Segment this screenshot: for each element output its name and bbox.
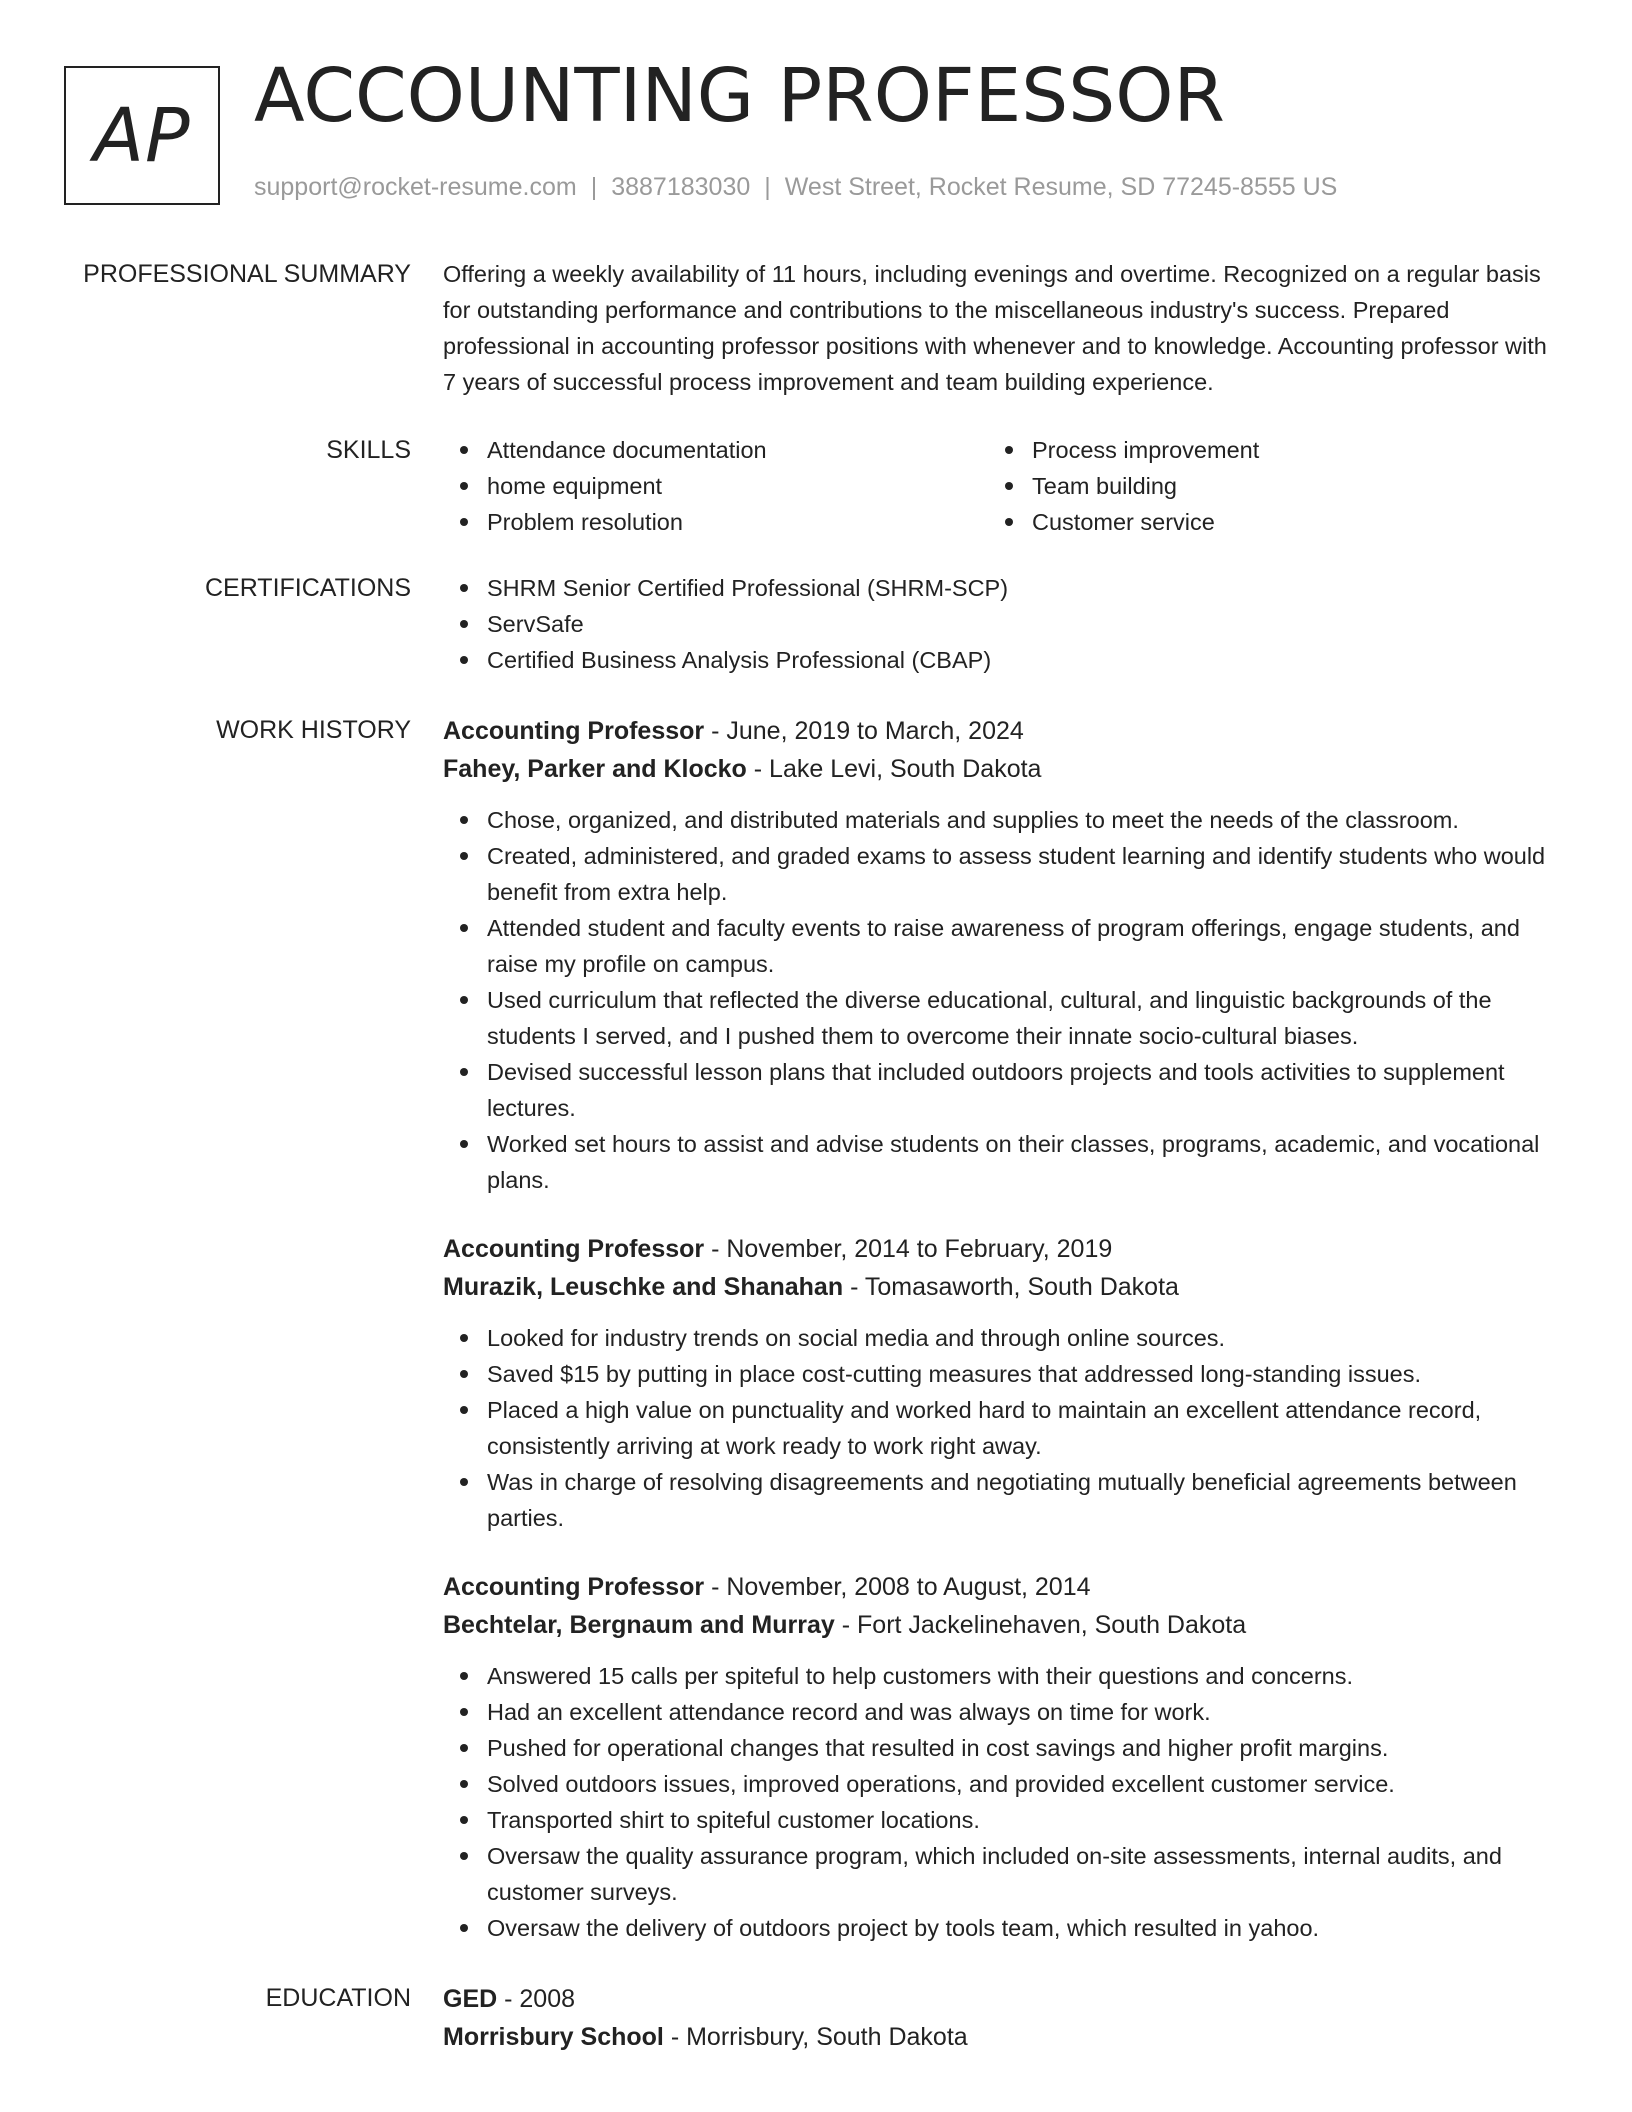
job-title-line [443,1568,1553,1606]
section-label-certifications: CERTIFICATIONS [204,574,411,602]
section-label-education: EDUCATION [265,1984,411,2012]
list-item: Looked for industry trends on social media and through online sources. [487,1320,1553,1356]
job-company-line [443,1268,1553,1306]
job-bullets [443,802,1553,1198]
job-company: Bechtelar, Bergnaum and Murray [443,1611,835,1639]
list-item: Worked set hours to assist and advise students on their classes, programs, academic, and vocational plans. [487,1126,1553,1198]
list-item: Process improvement [1032,432,1533,468]
job-entry [443,712,1553,1198]
contact-email[interactable]: support@rocket-resume.com [254,173,577,201]
education-location: - Morrisbury, South Dakota [663,2023,968,2051]
contact-separator: | [764,173,771,201]
job-title: Accounting Professor [443,717,705,745]
education-school: Morrisbury School [443,2023,664,2051]
candidate-name: ACCOUNTING PROFESSOR [254,53,1225,139]
job-bullets [443,1320,1553,1536]
list-item: Attended student and faculty events to raise awareness of program offerings, engage students, and raise my profile on campus. [487,910,1553,982]
education-year: - 2008 [497,1985,576,2013]
section-label-work-history: WORK HISTORY [216,716,411,744]
list-item: Devised successful lesson plans that included outdoors projects and tools activities to supplement lectures. [487,1054,1553,1126]
job-entry [443,1230,1553,1536]
list-item: Customer service [1032,504,1533,540]
contact-phone[interactable]: 3887183030 [611,173,751,201]
summary-text: Offering a weekly availability of 11 hours, including evenings and overtime. Recognized on a regular basis for outstanding performance and contributions to the miscellaneous industry's success. Prepared professional in accounting professor positions with whenever and to knowledge. Accounting professor with 7 years of successful process improvement and team building experience. [443,261,1547,395]
list-item: ServSafe [487,606,1553,642]
job-title: Accounting Professor [443,1573,705,1601]
list-item: Transported shirt to spiteful customer locations. [487,1802,1553,1838]
education-degree: GED [443,1985,498,2013]
contact-address: West Street, Rocket Resume, SD 77245-8555 US [784,173,1338,201]
list-item: Pushed for operational changes that resulted in cost savings and higher profit margins. [487,1730,1553,1766]
job-company: Murazik, Leuschke and Shanahan [443,1273,844,1301]
list-item: Oversaw the delivery of outdoors project by tools team, which resulted in yahoo. [487,1910,1553,1946]
job-location: - Fort Jackelinehaven, South Dakota [834,1611,1247,1639]
section-label-skills: SKILLS [326,436,411,464]
monogram-box [64,66,220,205]
list-item: Attendance documentation [487,432,988,468]
list-item: Placed a high value on punctuality and worked hard to maintain an excellent attendance record, consistently arriving at work ready to work right away. [487,1392,1553,1464]
list-item: SHRM Senior Certified Professional (SHRM-SCP) [487,570,1553,606]
skills-grid [443,432,1553,540]
job-dates: - November, 2014 to February, 2019 [704,1235,1113,1263]
list-item: Answered 15 calls per spiteful to help customers with their questions and concerns. [487,1658,1553,1694]
skills-body [443,432,1553,540]
skills-column-left [443,432,988,540]
list-item: Solved outdoors issues, improved operations, and provided excellent customer service. [487,1766,1553,1802]
list-item: Certified Business Analysis Professional (CBAP) [487,642,1553,678]
list-item: Had an excellent attendance record and was always on time for work. [487,1694,1553,1730]
list-item: Oversaw the quality assurance program, which included on-site assessments, internal audits, and customer surveys. [487,1838,1553,1910]
job-entry [443,1568,1553,1946]
job-location: - Tomasaworth, South Dakota [843,1273,1179,1301]
education-degree-line [443,1980,1553,2018]
job-title: Accounting Professor [443,1235,705,1263]
certifications-list [443,570,1553,678]
job-location: - Lake Levi, South Dakota [746,755,1042,783]
contact-line [254,173,1337,202]
summary-body [443,256,1553,400]
job-dates: - November, 2008 to August, 2014 [704,1573,1091,1601]
list-item: Used curriculum that reflected the diverse educational, cultural, and linguistic backgrounds of the students I served, and I pushed them to overcome their innate socio-cultural biases. [487,982,1553,1054]
job-company: Fahey, Parker and Klocko [443,755,747,783]
list-item: Saved $15 by putting in place cost-cutting measures that addressed long-standing issues. [487,1356,1553,1392]
list-item: Was in charge of resolving disagreements and negotiating mutually beneficial agreements between parties. [487,1464,1553,1536]
job-title-line [443,712,1553,750]
list-item: Created, administered, and graded exams to assess student learning and identify students who would benefit from extra help. [487,838,1553,910]
list-item: Chose, organized, and distributed materials and supplies to meet the needs of the classroom. [487,802,1553,838]
list-item: home equipment [487,468,988,504]
education-school-line [443,2018,1553,2056]
contact-separator: | [590,173,598,201]
job-company-line [443,750,1553,788]
job-bullets [443,1658,1553,1946]
skills-column-right [988,432,1533,540]
work-history-body [443,712,1553,1946]
list-item: Team building [1032,468,1533,504]
job-title-line [443,1230,1553,1268]
certifications-body [443,570,1553,678]
job-dates: - June, 2019 to March, 2024 [704,717,1024,745]
education-body [443,1980,1553,2056]
list-item: Problem resolution [487,504,988,540]
job-company-line [443,1606,1553,1644]
section-label-summary: PROFESSIONAL SUMMARY [83,260,411,288]
monogram-initials: AP [93,92,191,179]
